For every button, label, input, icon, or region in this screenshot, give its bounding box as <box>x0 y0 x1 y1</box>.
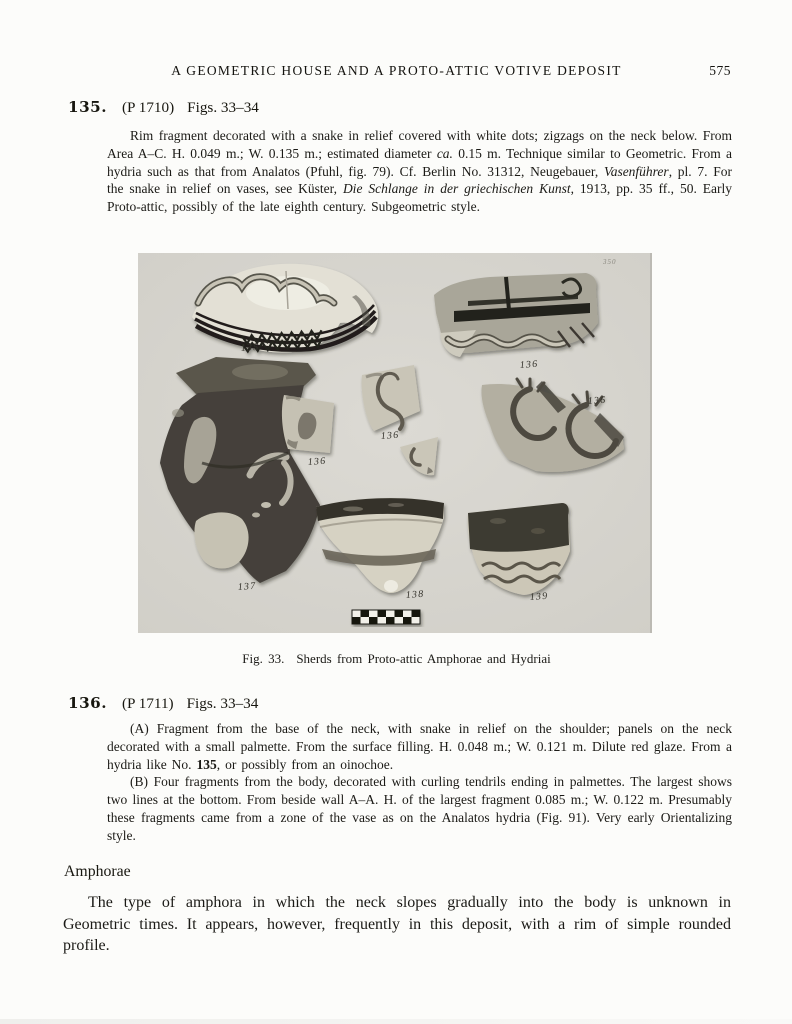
entry-135-body <box>107 127 732 216</box>
figure-reference-135: Figs. 33–34 <box>187 99 259 116</box>
closing-paragraph-block <box>63 892 731 957</box>
scan-bottom-edge <box>0 1019 792 1024</box>
figure-caption-label: Fig. 33. <box>242 651 285 666</box>
figure-33-photo <box>138 253 652 633</box>
catalogue-number-135: 135. <box>68 98 107 116</box>
entry-136-body <box>107 720 732 845</box>
page-title: A GEOMETRIC HOUSE AND A PROTO-ATTIC VOTIVE DEPOSIT <box>171 63 622 78</box>
photo-label-139: 139 <box>529 590 549 603</box>
entry-136-heading <box>68 694 258 713</box>
figure-reference-136: Figs. 33–34 <box>186 695 259 712</box>
figure-caption-text: Sherds from Proto-attic Amphorae and Hydriai <box>296 651 551 666</box>
photo-label-136-left: 136 <box>307 455 327 468</box>
photo-label-138: 138 <box>405 588 425 601</box>
entry-135-paragraph: Rim fragment decorated with a snake in relief covered with white dots; zigzags on the neck below. From Area A–C. H. 0.049 m.; W. 0.135 m.; estimated diameter ca. 0.15 m. Technique similar to Geometric. From a hydria such as that from Analatos (Pfuhl, fig. 79). Cf. Berlin No. 31312, Neugebauer, Vasenführer, pl. 7. For the snake in relief on vases, see Küster, Die Schlange in der griechischen Kunst, 1913, pp. 35 ff., 50. Early Proto-attic, possibly of the late eighth century. Subgeometric style. <box>107 128 733 215</box>
figure-caption <box>62 651 731 667</box>
photo-label-136-center: 136 <box>380 429 400 442</box>
entry-135-heading <box>68 98 259 117</box>
sherd-136-left-small <box>282 395 334 453</box>
photo-label-136-top: 136 <box>519 358 539 371</box>
entry-136-paragraph-b: (B) Four fragments from the body, decorated with curling tendrils ending in palmettes. The largest shows two lines at the bottom. From beside wall A–A. H. of the largest fragment 0.085 m.; W. 0.122 m. Presumably these fragments came from a zone of the vase as on the Analatos hydria (Fig. 91). Very early Orientalizing style. <box>107 774 732 843</box>
photo-label-136-right: 136 <box>587 394 607 407</box>
photo-corner-mark: 350 <box>603 258 617 266</box>
photo-label-135: 135 <box>240 341 260 354</box>
catalogue-number-136: 136. <box>68 694 107 712</box>
running-head <box>62 63 731 81</box>
photo-label-137: 137 <box>237 580 257 593</box>
entry-136-paragraph-a: (A) Fragment from the base of the neck, with snake in relief on the shoulder; panels on the neck decorated with a small palmette. From the surface filling. H. 0.048 m.; W. 0.121 m. Dilute red glaze. From a hydria like No. 135, or possibly from an oinochoe. <box>107 721 732 772</box>
closing-paragraph: The type of amphora in which the neck slopes gradually into the body is unknown in Geometric times. It appears, however, frequently in this deposit, with a rim of simple rounded profile. <box>63 894 731 955</box>
page-number: 575 <box>709 63 731 78</box>
section-heading-amphorae: Amphorae <box>64 863 131 880</box>
inventory-number-135: (P 1710) <box>122 99 175 116</box>
scale-bar <box>352 610 420 624</box>
inventory-number-136: (P 1711) <box>122 695 174 712</box>
